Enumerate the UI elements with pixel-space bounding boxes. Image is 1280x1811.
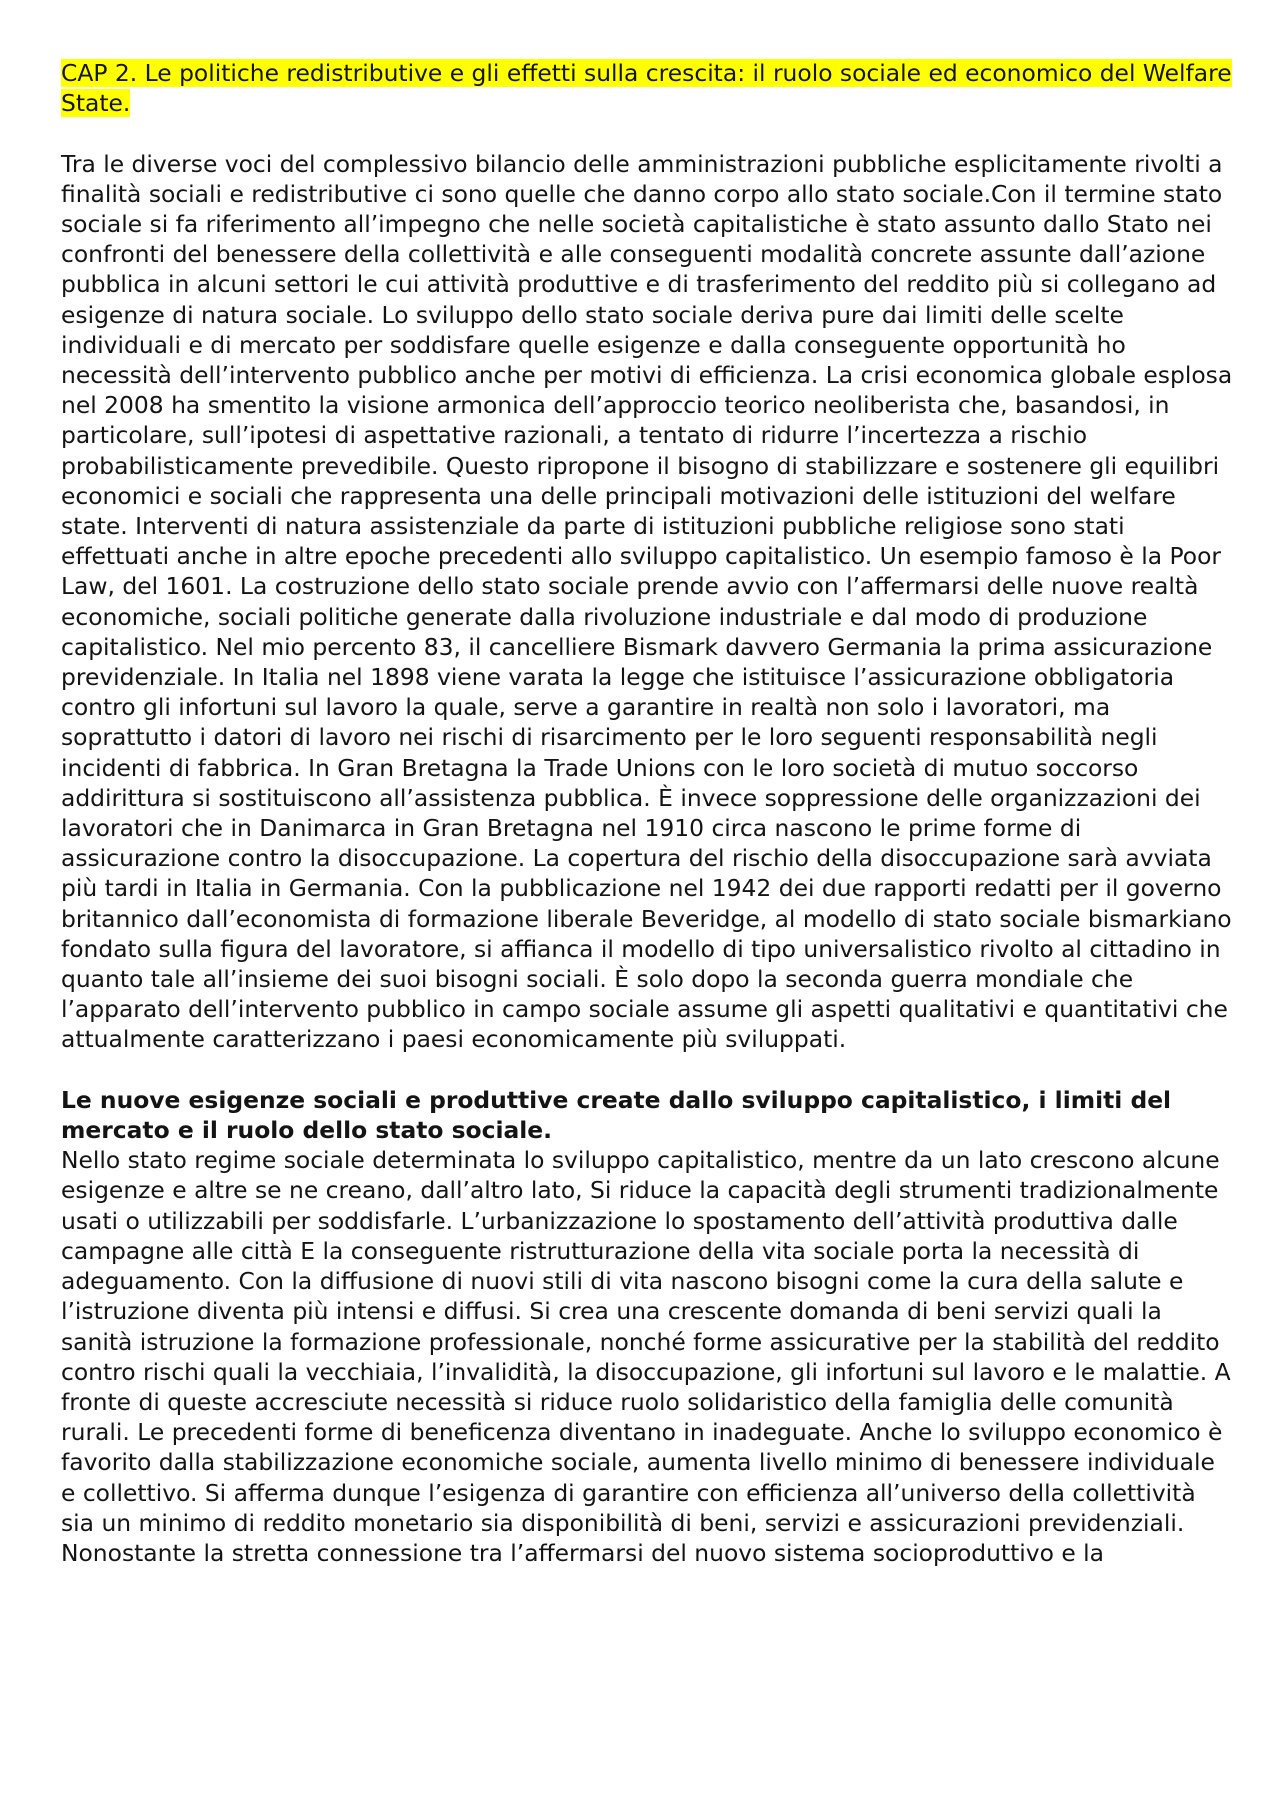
section-heading: Le nuove esigenze sociali e produttive create dallo sviluppo capitalistico, i limiti del mercato e il ruolo dello stato sociale. bbox=[61, 1085, 1172, 1145]
document-page bbox=[61, 58, 1233, 1568]
paragraph-gap bbox=[61, 1055, 1233, 1085]
paragraph-gap bbox=[61, 118, 1233, 148]
chapter-title bbox=[61, 58, 1233, 118]
section-paragraph: Nello stato regime sociale determinata lo sviluppo capitalistico, mentre da un lato crescono alcune esigenze e altre se ne creano, dall’altro lato, Si riduce la capacità degli strumenti tradizionalmente usati o utilizzabili per soddisfarle. L’urbanizzazione lo spostamento dell’attività produttiva dalle campagne alle città E la conseguente ristrutturazione della vita sociale porta la necessità di adeguamento. Con la diffusione di nuovi stili di vita nascono bisogni come la cura della salute e l’istruzione diventa più intensi e diffusi. Si crea una crescente domanda di beni servizi quali la sanità istruzione la formazione professionale, nonché forme assicurative per la stabilità del reddito contro rischi quali la vecchiaia, l’invalidità, la disoccupazione, gli infortuni sul lavoro e le malattie. A fronte di queste accresciute necessità si riduce ruolo solidaristico della famiglia delle comunità rurali. Le precedenti forme di beneficenza diventano in inadeguate. Anche lo sviluppo economico è favorito dalla stabilizzazione economiche sociale, aumenta livello minimo di benessere individuale e collettivo. Si afferma dunque l’esigenza di garantire con efficienza all’universo della collettività sia un minimo di reddito monetario sia disponibilità di beni, servizi e assicurazioni previdenziali. Nonostante la stretta connessione tra l’affermarsi del nuovo sistema socioproduttivo e la bbox=[61, 1146, 1231, 1567]
chapter-title-highlight: CAP 2. Le politiche redistributive e gli effetti sulla crescita: il ruolo sociale ed economico del Welfare State. bbox=[61, 59, 1232, 118]
intro-paragraph: Tra le diverse voci del complessivo bilancio delle amministrazioni pubbliche esplicitamente rivolti a finalità sociali e redistributive ci sono quelle che danno corpo allo stato sociale.Con il termine stato sociale si fa riferimento all’impegno che nelle società capitalistiche è stato assunto dallo Stato nei confronti del benessere della collettività e alle conseguenti modalità concrete assunte dall’azione pubblica in alcuni settori le cui attività produttive e di trasferimento del reddito più si collegano ad esigenze di natura sociale. Lo sviluppo dello stato sociale deriva pure dai limiti delle scelte individuali e di mercato per soddisfare quelle esigenze e dalla conseguente opportunità ho necessità dell’intervento pubblico anche per motivi di efficienza. La crisi economica globale esplosa nel 2008 ha smentito la visione armonica dell’approccio teorico neoliberista che, basandosi, in particolare, sull’ipotesi di aspettative razionali, a tentato di ridurre l’incertezza a rischio probabilisticamente prevedibile. Questo ripropone il bisogno di stabilizzare e sostenere gli equilibri economici e sociali che rappresenta una delle principali motivazioni delle istituzioni del welfare state. Interventi di natura assistenziale da parte di istituzioni pubbliche religiose sono stati effettuati anche in altre epoche precedenti allo sviluppo capitalistico. Un esempio famoso è la Poor Law, del 1601. La costruzione dello stato sociale prende avvio con l’affermarsi delle nuove realtà economiche, sociali politiche generate dalla rivoluzione industriale e dal modo di produzione capitalistico. Nel mio percento 83, il cancelliere Bismark davvero Germania la prima assicurazione previdenziale. In Italia nel 1898 viene varata la legge che istituisce l’assicurazione obbligatoria contro gli infortuni sul lavoro la quale, serve a garantire in realtà non solo i lavoratori, ma soprattutto i datori di lavoro nei rischi di risarcimento per le loro seguenti responsabilità negli incidenti di fabbrica. In Gran Bretagna la Trade Unions con le loro società di mutuo soccorso addirittura si sostituiscono all’assistenza pubblica. È invece soppressione delle organizzazioni dei lavoratori che in Danimarca in Gran Bretagna nel 1910 circa nascono le prime forme di assicurazione contro la disoccupazione. La copertura del rischio della disoccupazione sarà avviata più tardi in Italia in Germania. Con la pubblicazione nel 1942 dei due rapporti redatti per il governo britannico dall’economista di formazione liberale Beveridge, al modello di stato sociale bismarkiano fondato sulla figura del lavoratore, si affianca il modello di tipo universalistico rivolto al cittadino in quanto tale all’insieme dei suoi bisogni sociali. È solo dopo la seconda guerra mondiale che l’apparato dell’intervento pubblico in campo sociale assume gli aspetti qualitativi e quantitativi che attualmente caratterizzano i paesi economicamente più sviluppati. bbox=[61, 149, 1233, 1054]
